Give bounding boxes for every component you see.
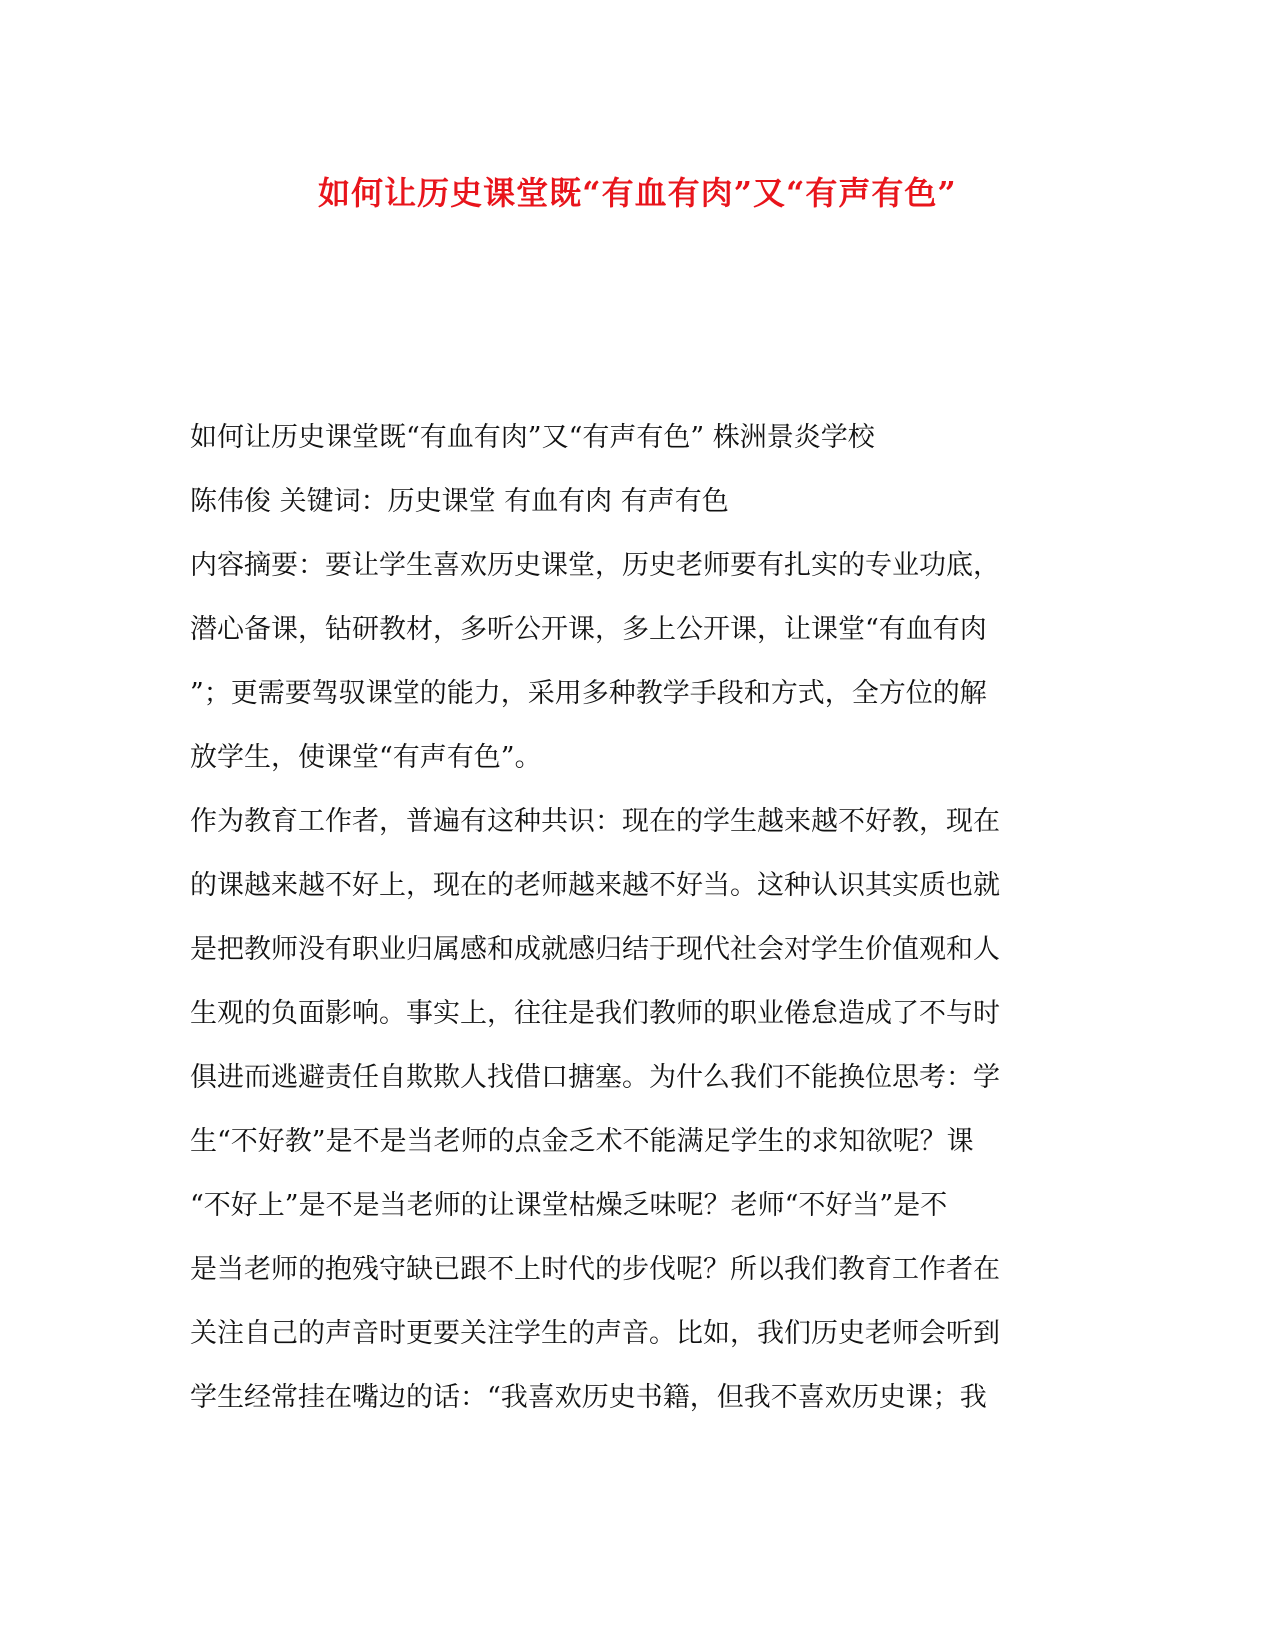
body-line: 潜心备课，钻研教材，多听公开课，多上公开课，让课堂“有血有肉	[190, 614, 987, 645]
body-line: 如何让历史课堂既“有血有肉”又“有声有色” 株洲景炎学校	[190, 422, 875, 453]
body-line: 学生经常挂在嘴边的话：“我喜欢历史书籍，但我不喜欢历史课；我	[190, 1382, 987, 1413]
body-line: 生“不好教”是不是当老师的点金乏术不能满足学生的求知欲呢？课	[190, 1126, 974, 1157]
body-line: 生观的负面影响。事实上，往往是我们教师的职业倦怠造成了不与时	[190, 998, 1000, 1029]
body-line: 作为教育工作者，普遍有这种共识：现在的学生越来越不好教，现在	[190, 806, 1000, 837]
body-line: 内容摘要：要让学生喜欢历史课堂，历史老师要有扎实的专业功底，	[190, 550, 1000, 581]
body-line: 放学生，使课堂“有声有色”。	[190, 742, 542, 773]
document-title: 如何让历史课堂既“有血有肉”又“有声有色”	[318, 174, 957, 212]
body-line: 是把教师没有职业归属感和成就感归结于现代社会对学生价值观和人	[190, 934, 1000, 965]
body-line: 的课越来越不好上，现在的老师越来越不好当。这种认识其实质也就	[190, 870, 1000, 901]
body-line: 关注自己的声音时更要关注学生的声音。比如，我们历史老师会听到	[190, 1318, 1000, 1349]
body-line: ”；更需要驾驭课堂的能力，采用多种教学手段和方式，全方位的解	[190, 678, 987, 709]
body-line: “不好上”是不是当老师的让课堂枯燥乏味呢？老师“不好当”是不	[190, 1190, 948, 1221]
body-line: 俱进而逃避责任自欺欺人找借口搪塞。为什么我们不能换位思考：学	[190, 1062, 1000, 1093]
body-line: 是当老师的抱残守缺已跟不上时代的步伐呢？所以我们教育工作者在	[190, 1254, 1000, 1285]
body-line: 陈伟俊 关键词：历史课堂 有血有肉 有声有色	[190, 486, 729, 517]
document-body	[190, 406, 1060, 1430]
